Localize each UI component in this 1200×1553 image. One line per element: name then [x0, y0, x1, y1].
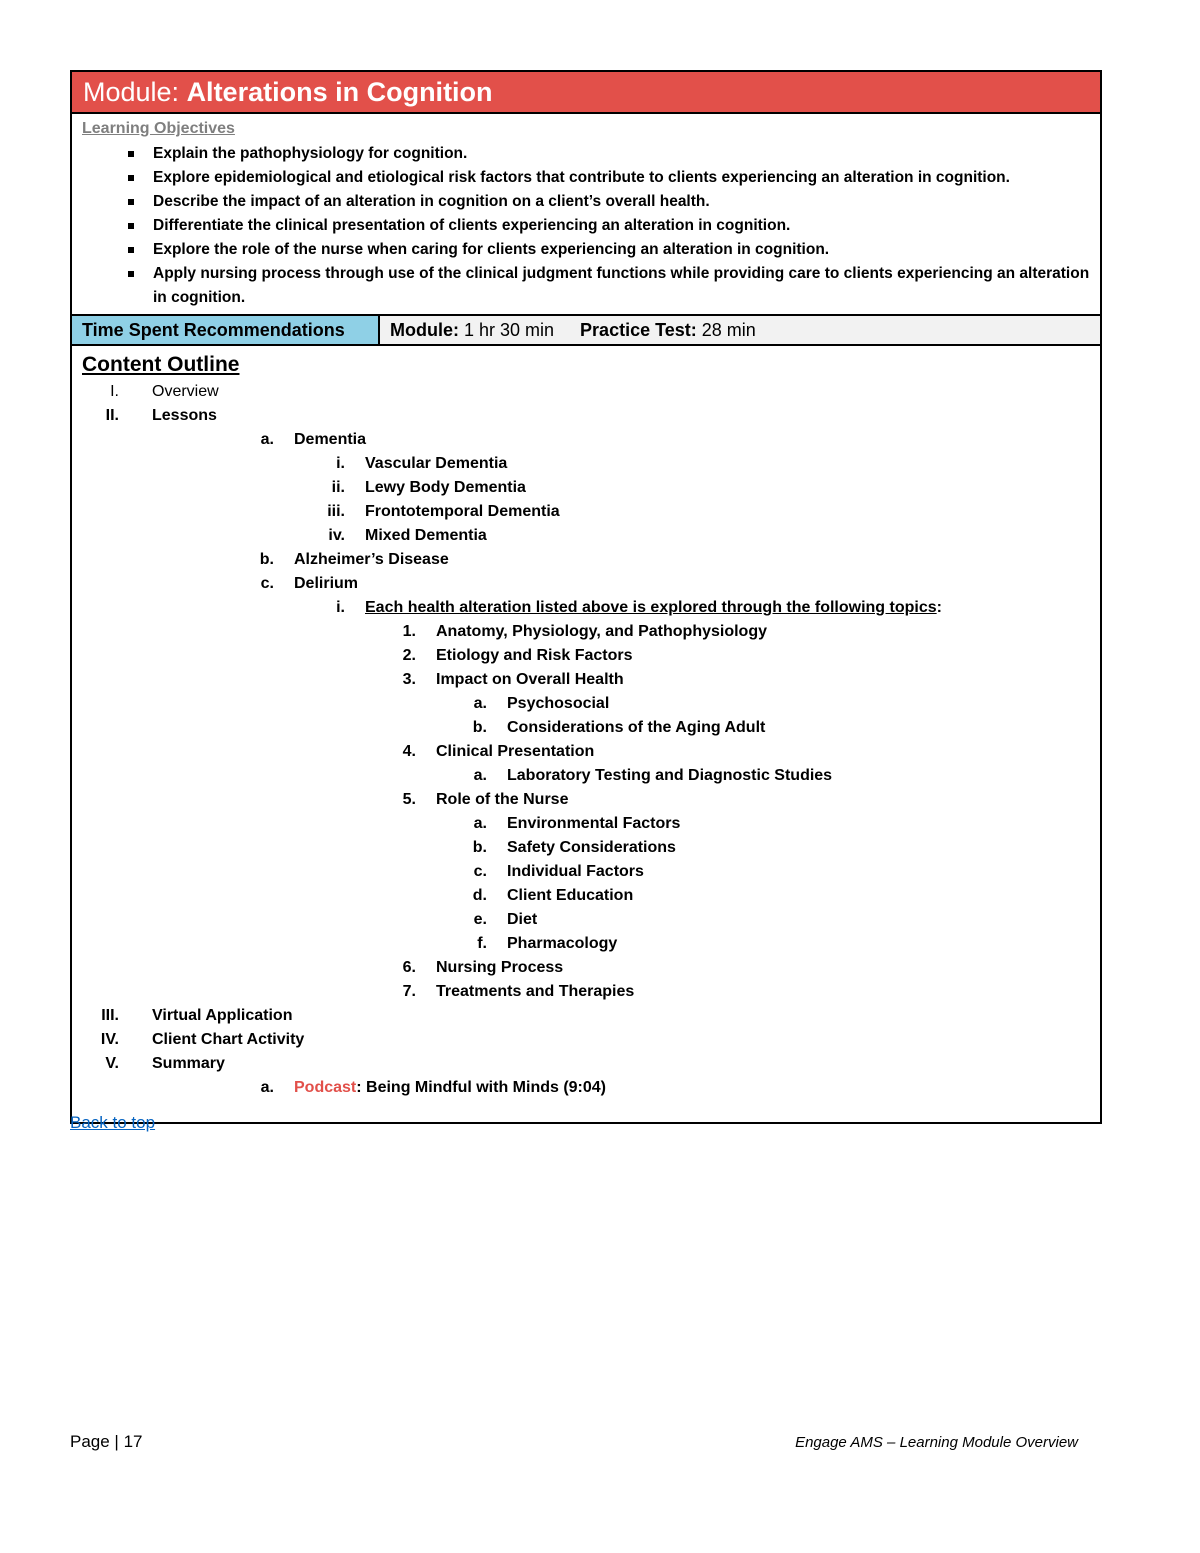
outline-item: a. Podcast: Being Mindful with Minds (9:04)	[260, 1079, 607, 1096]
module-prefix: Module:	[83, 77, 187, 107]
practice-test-label: Practice Test:	[580, 320, 697, 340]
outline-item: 1. Anatomy, Physiology, and Pathophysiology	[402, 623, 767, 640]
square-bullet-icon	[128, 199, 134, 205]
square-bullet-icon	[128, 271, 134, 277]
objectives-list	[82, 142, 1090, 310]
outline-item: IV. Client Chart Activity	[100, 1031, 305, 1048]
outline-item: f. Pharmacology	[477, 935, 618, 952]
objective-item: Describe the impact of an alteration in cognition on a client’s overall health.	[82, 190, 1092, 214]
outline-item: III. Virtual Application	[101, 1007, 293, 1024]
outline-item: b. Safety Considerations	[472, 839, 676, 856]
outline-item: 2. Etiology and Risk Factors	[402, 647, 633, 664]
objective-item: Explore epidemiological and etiological risk factors that contribute to clients experiencing an alteration in cognition.	[82, 166, 1092, 190]
page-number: Page | 17	[70, 1432, 143, 1451]
square-bullet-icon	[128, 151, 134, 157]
outline-item: a. Laboratory Testing and Diagnostic Studies	[473, 767, 833, 784]
outline-item: b. Alzheimer’s Disease	[259, 551, 449, 568]
learning-objectives-heading: Learning Objectives	[82, 120, 235, 137]
back-to-top-link[interactable]: Back to top	[70, 1113, 156, 1132]
outline-item: II. Lessons	[105, 407, 217, 424]
outline-item: 6. Nursing Process	[402, 959, 564, 976]
module-time-label: Module:	[390, 320, 459, 340]
outline-item: c. Delirium	[260, 575, 359, 592]
outline-item: 3. Impact on Overall Health	[402, 671, 624, 688]
outline-item: d. Client Education	[472, 887, 634, 904]
module-title: Alterations in Cognition	[186, 77, 493, 107]
outline-item: a. Psychosocial	[473, 695, 610, 712]
module-table	[70, 70, 1102, 1124]
time-spent-values	[380, 316, 756, 344]
outline-item: 5. Role of the Nurse	[402, 791, 569, 808]
time-spent-label: Time Spent Recommendations	[72, 316, 380, 344]
module-header	[72, 72, 1100, 114]
outline-item: i. Vascular Dementia	[336, 455, 508, 472]
time-spent-row	[72, 316, 1100, 346]
outline-item: 7. Treatments and Therapies	[402, 983, 635, 1000]
square-bullet-icon	[128, 223, 134, 229]
footer-doc-title: Engage AMS – Learning Module Overview	[795, 1434, 1078, 1451]
square-bullet-icon	[128, 247, 134, 253]
practice-test-value: 28 min	[696, 320, 756, 340]
outline-item: iii. Frontotemporal Dementia	[327, 503, 560, 520]
outline-item: a. Environmental Factors	[473, 815, 681, 832]
objective-item: Explain the pathophysiology for cognition.	[82, 142, 1092, 166]
module-time-value: 1 hr 30 min	[459, 320, 555, 340]
content-outline-title: Content Outline	[82, 353, 240, 376]
outline-item: b. Considerations of the Aging Adult	[472, 719, 766, 736]
objective-item: Differentiate the clinical presentation of clients experiencing an alteration in cognition.	[82, 214, 1092, 238]
square-bullet-icon	[128, 175, 134, 181]
podcast-label: Podcast	[294, 1079, 357, 1096]
outline-item: V. Summary	[105, 1055, 225, 1072]
outline-item: ii. Lewy Body Dementia	[331, 479, 526, 496]
objective-item: Explore the role of the nurse when caring for clients experiencing an alteration in cognition.	[82, 238, 1092, 262]
outline-item: e. Diet	[473, 911, 538, 928]
outline-item: iv. Mixed Dementia	[328, 527, 487, 544]
outline-item: I. Overview	[110, 383, 219, 400]
outline-item: a. Dementia	[260, 431, 367, 448]
content-outline-section	[72, 346, 1100, 1122]
outline-item: i. Each health alteration listed above is explored through the following topics:	[336, 599, 942, 616]
outline-item: 4. Clinical Presentation	[402, 743, 595, 760]
outline-item: c. Individual Factors	[473, 863, 644, 880]
learning-objectives-section	[72, 114, 1100, 316]
objective-item: Apply nursing process through use of the clinical judgment functions while providing care to clients experiencing an alteration in cognition.	[82, 262, 1092, 310]
